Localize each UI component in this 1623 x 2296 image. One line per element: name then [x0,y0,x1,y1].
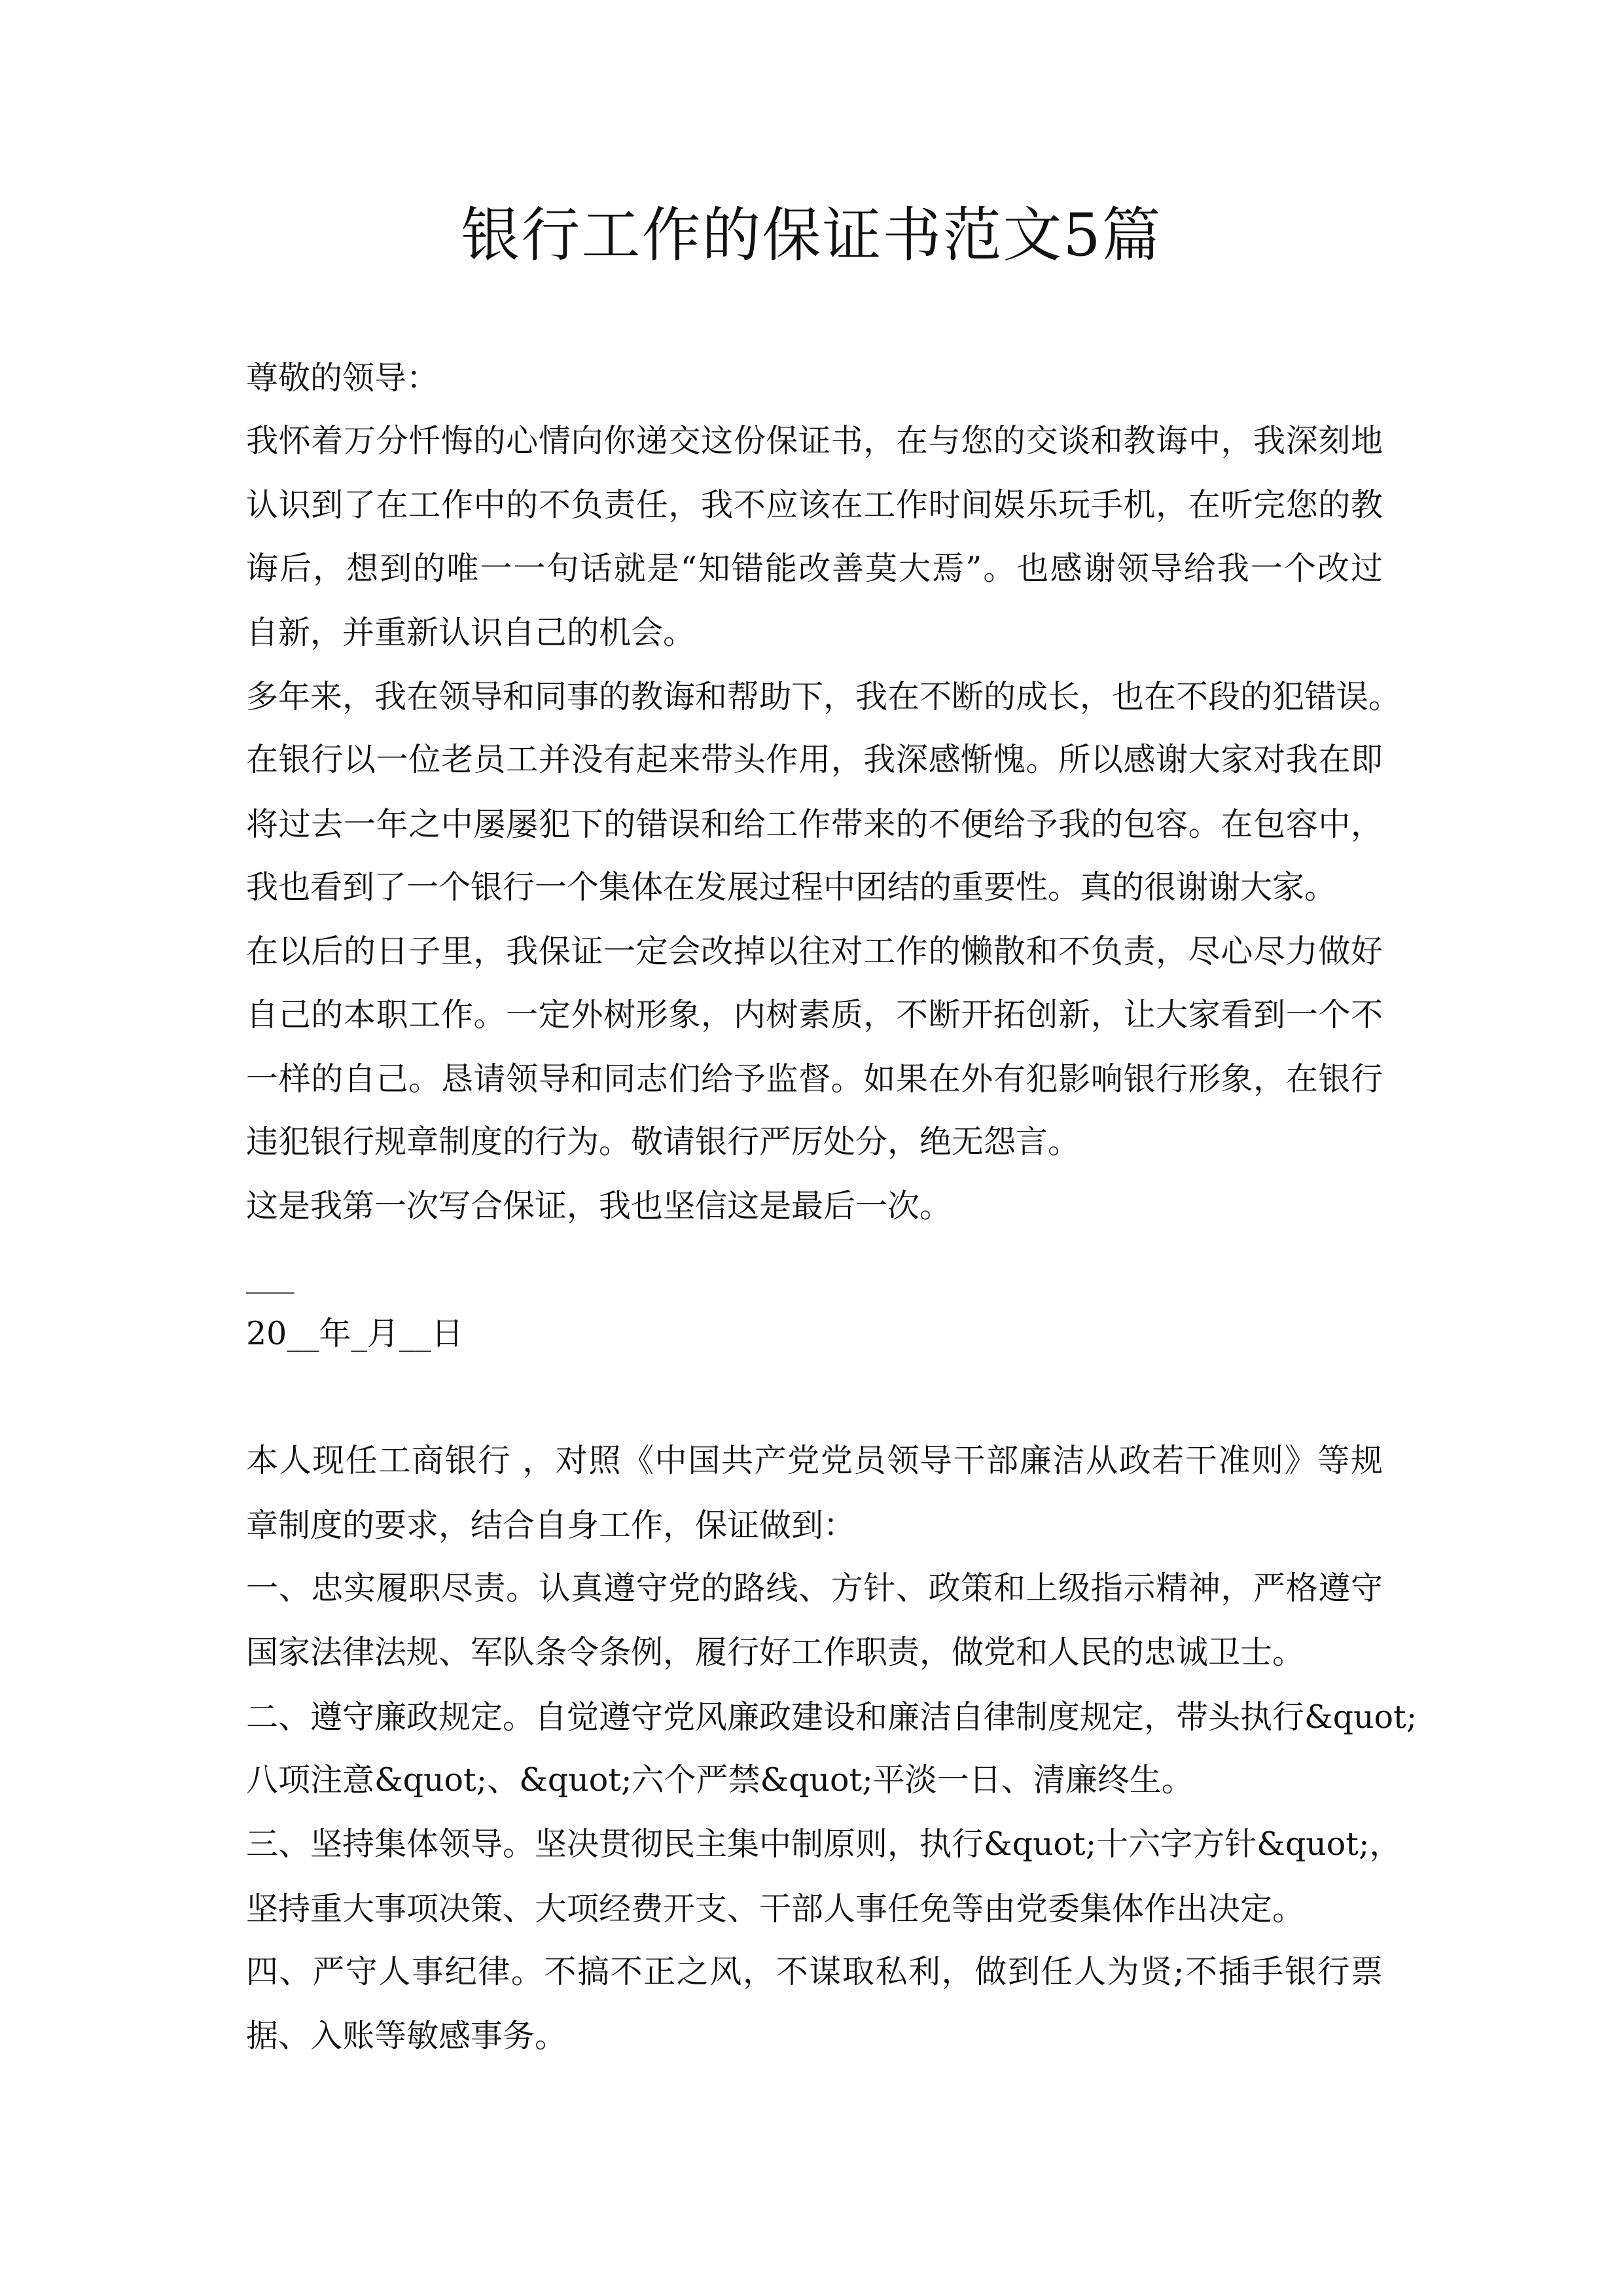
paragraph-line: 二、遵守廉政规定。自觉遵守党风廉政建设和廉洁自律制度规定，带头执行&quot; [246,1698,1418,1736]
paragraph-line: 四、严守人事纪律。不搞不正之风，不谋取私利，做到任人为贤;不插手银行票 [246,1953,1383,1990]
paragraph-line: 一、忠实履职尽责。认真遵守党的路线、方针、政策和上级指示精神，严格遵守 [246,1570,1383,1607]
document-title: 银行工作的保证书范文5篇 [461,201,1162,270]
paragraph-line: 我怀着万分忏悔的心情向你递交这份保证书，在与您的交谈和教诲中，我深刻地 [246,422,1383,459]
paragraph-line: 将过去一年之中屡屡犯下的错误和给工作带来的不便给予我的包容。在包容中， [246,806,1383,843]
paragraph-line: 一样的自己。恳请领导和同志们给予监督。如果在外有犯影响银行形象，在银行 [246,1060,1383,1098]
paragraph-line: 坚持重大事项决策、大项经费开支、干部人事任免等由党委集体作出决定。 [246,1890,1305,1928]
paragraph-line: 据、入账等敏感事务。 [246,2017,567,2054]
paragraph-line: 诲后，想到的唯一一句话就是“知错能改善莫大焉”。也感谢领导给我一个改过 [246,550,1383,587]
date-line: 20__年_月__日 [246,1315,463,1352]
paragraph-line: 认识到了在工作中的不负责任，我不应该在工作时间娱乐玩手机，在听完您的教 [246,486,1383,524]
paragraph-line: 违犯银行规章制度的行为。敬请银行严厉处分，绝无怨言。 [246,1123,1080,1160]
paragraph-line: 自新，并重新认识自己的机会。 [246,614,696,651]
paragraph-line: 我也看到了一个银行一个集体在发展过程中团结的重要性。真的很谢谢大家。 [246,869,1337,906]
signature-blank: ___ [246,1257,294,1294]
paragraph-line: 三、坚持集体领导。坚决贯彻民主集中制原则，执行&quot;十六字方针&quot;， [246,1825,1402,1863]
salutation: 尊敬的领导： [246,359,439,397]
paragraph-line: 这是我第一次写合保证，我也坚信这是最后一次。 [246,1187,952,1225]
paragraph-line: 八项注意&quot;、&quot;六个严禁&quot;平淡一日、清廉终生。 [246,1761,1194,1799]
paragraph-line: 章制度的要求，结合自身工作，保证做到： [246,1507,856,1544]
paragraph-line: 在银行以一位老员工并没有起来带头作用，我深感惭愧。所以感谢大家对我在即 [246,741,1383,778]
paragraph-line: 在以后的日子里，我保证一定会改掉以往对工作的懒散和不负责，尽心尽力做好 [246,933,1383,970]
paragraph-line: 多年来，我在领导和同事的教诲和帮助下，我在不断的成长，也在不段的犯错误。 [246,678,1401,715]
paragraph-line: 国家法律法规、军队条令条例，履行好工作职责，做党和人民的忠诚卫士。 [246,1634,1305,1671]
paragraph-line: 本人现任工商银行 ，对照《中国共产党党员领导干部廉洁从政若干准则》等规 [246,1442,1383,1479]
paragraph-line: 自己的本职工作。一定外树形象，内树素质，不断开拓创新，让大家看到一个不 [246,996,1383,1033]
